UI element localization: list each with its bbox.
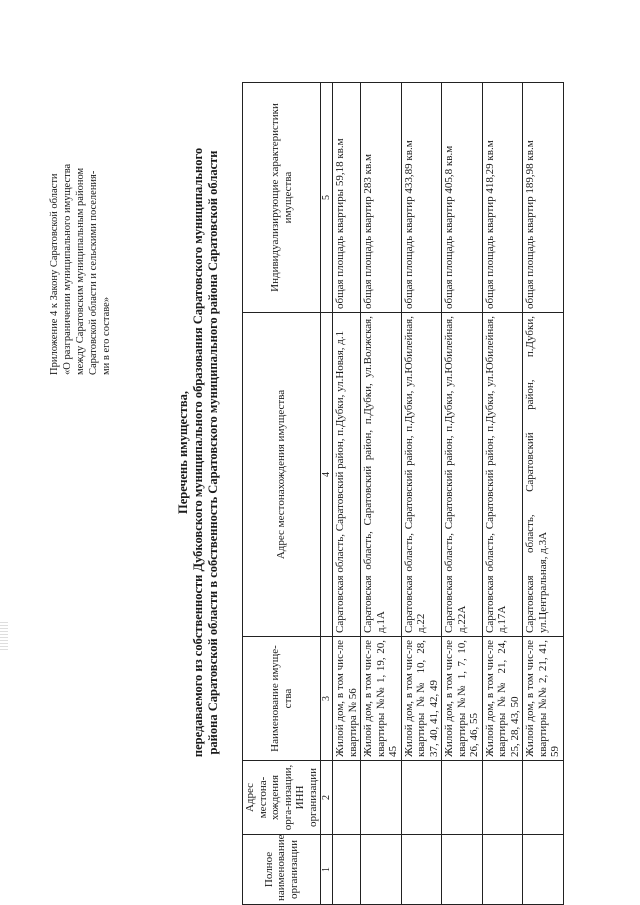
header-property-name: Наименование имуще-ства [243, 637, 321, 761]
cell-property-address: Саратовская область, Саратовский район, п.Дубки, ул.Юбилейная, д.22А [442, 313, 483, 637]
cell-org-address [523, 761, 564, 835]
cell-property-name: Жилой дом, в том чис-ле квартиры №№ 10, 28, 37, 40, 41, 42, 49 [401, 637, 442, 761]
cell-property-name: Жилой дом, в том чис-ле квартира № 56 [333, 637, 361, 761]
cell-property-address: Саратовская область, Саратовский район, п.Дубки, ул.Волжская, д.1А [361, 313, 402, 637]
column-number: 5 [321, 83, 333, 313]
header-property-address: Адрес местонахождения имущества [243, 313, 321, 637]
appendix-line: ми в его составе» [101, 296, 112, 375]
appendix-line: между Саратовским муниципальным районом [75, 167, 86, 375]
column-number-row [321, 83, 333, 905]
cell-characteristics: общая площадь квартир 283 кв.м [361, 83, 402, 313]
heading-subtitle-line-1: передаваемого из собственности Дубковского муниципального образования Саратовского муниципального [191, 147, 205, 758]
cell-org-address [361, 761, 402, 835]
header-org-name: Полное наименование организации [243, 835, 321, 905]
cell-org [361, 835, 402, 905]
cell-property-name: Жилой дом, в том чис-ле квартиры №№ 1, 7, 10, 26, 46, 55 [442, 637, 483, 761]
table-row [442, 83, 483, 905]
cell-property-address: Саратовская область, Саратовский район, п.Дубки, ул.Новая, д.1 [333, 313, 361, 637]
heading-title: Перечень имущества, [176, 390, 190, 515]
cell-property-address: Саратовская область, Саратовский район, п.Дубки, ул.Центральная, д.3А [523, 313, 564, 637]
cell-org [523, 835, 564, 905]
table-row [482, 83, 523, 905]
cell-org [442, 835, 483, 905]
cell-org-address [482, 761, 523, 835]
table-row [401, 83, 442, 905]
column-number: 2 [321, 761, 333, 835]
cell-org-address [442, 761, 483, 835]
appendix-line: «О разграничении муниципального имущества [62, 163, 73, 375]
cell-org [401, 835, 442, 905]
property-table [242, 82, 564, 905]
appendix-line: Саратовской области и сельскими поселения- [88, 170, 99, 375]
cell-org [333, 835, 361, 905]
scan-artifact [0, 620, 8, 650]
column-number: 4 [321, 313, 333, 637]
table-row [333, 83, 361, 905]
cell-characteristics: общая площадь квартир 189,98 кв.м [523, 83, 564, 313]
cell-property-address: Саратовская область, Саратовский район, п.Дубки, ул.Юбилейная, д.17А [482, 313, 523, 637]
table-row [523, 83, 564, 905]
column-number: 1 [321, 835, 333, 905]
cell-org-address [401, 761, 442, 835]
document-heading [176, 0, 221, 905]
cell-property-name: Жилой дом, в том чис-ле квартиры №№ 2, 21, 41, 59 [523, 637, 564, 761]
header-org-address: Адрес местона-хождения орга-низации, ИНН организации [243, 761, 321, 835]
table-row [361, 83, 402, 905]
cell-org-address [333, 761, 361, 835]
header-characteristics: Индивидуализирующие характеристики имущества [243, 83, 321, 313]
appendix-line: Приложение 4 к Закону Саратовской области [49, 173, 60, 375]
cell-characteristics: общая площадь квартиры 59,18 кв.м [333, 83, 361, 313]
cell-property-name: Жилой дом, в том чис-ле квартиры №№ 21, 24, 25, 28, 43, 50 [482, 637, 523, 761]
cell-property-address: Саратовская область, Саратовский район, п.Дубки, ул.Юбилейная, д.22 [401, 313, 442, 637]
heading-subtitle-line-2: района Саратовской области в собственность Саратовского муниципального района Саратовской области [206, 150, 220, 755]
cell-characteristics: общая площадь квартир 418,29 кв.м [482, 83, 523, 313]
cell-property-name: Жилой дом, в том чис-ле квартиры №№ 1, 19, 20, 45 [361, 637, 402, 761]
cell-org [482, 835, 523, 905]
table-header-row [243, 83, 321, 905]
cell-characteristics: общая площадь квартир 433,89 кв.м [401, 83, 442, 313]
appendix-note [48, 85, 113, 375]
cell-characteristics: общая площадь квартир 405,8 кв.м [442, 83, 483, 313]
column-number: 3 [321, 637, 333, 761]
